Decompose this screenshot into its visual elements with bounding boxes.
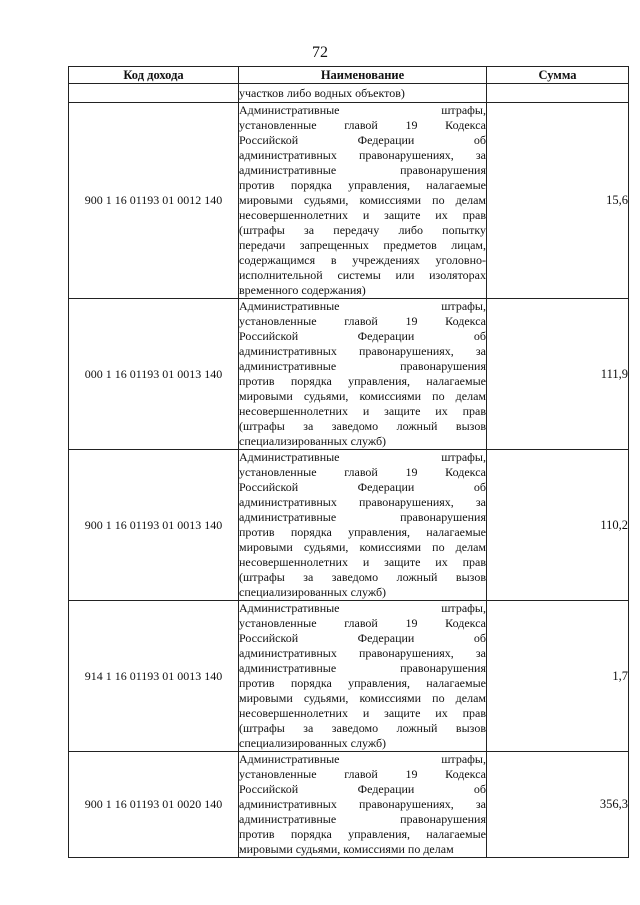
cell-name-line: против порядка управления, налагаемые [239, 374, 486, 388]
cell-name-line: передачи запрещенных предметов лицам, [239, 238, 486, 252]
cell-name-line: против порядка управления, налагаемые [239, 676, 486, 690]
cell-name-line: установленные главой 19 Кодекса [239, 465, 486, 479]
cell-name-line: установленные главой 19 Кодекса [239, 314, 486, 328]
column-header-name: Наименование [239, 67, 487, 84]
table-row [69, 103, 629, 299]
cell-code: 000 1 16 01193 01 0013 140 [69, 299, 239, 450]
cell-name-line: мировыми судьями, комиссиями по делам [239, 691, 486, 705]
cell-name-line: Административные штрафы, [239, 752, 486, 766]
cell-name-line: Российской Федерации об [239, 782, 486, 796]
cell-name-line: Российской Федерации об [239, 480, 486, 494]
cell-name-line: административных правонарушениях, за [239, 646, 486, 660]
cell-name [239, 103, 487, 299]
cell-name-line: административные правонарушения [239, 163, 486, 177]
cell-name-line: установленные главой 19 Кодекса [239, 767, 486, 781]
cell-name-line: установленные главой 19 Кодекса [239, 118, 486, 132]
cell-code [69, 84, 239, 103]
cell-name [239, 450, 487, 601]
cell-name-line: Административные штрафы, [239, 601, 486, 615]
column-header-sum: Сумма [487, 67, 629, 84]
cell-name-line: содержащимся в учреждениях уголовно- [239, 253, 486, 267]
cell-name [239, 752, 487, 858]
cell-name-line: несовершеннолетних и защите их прав [239, 706, 486, 720]
cell-name-line: мировыми судьями, комиссиями по делам [239, 540, 486, 554]
cell-name-line: Российской Федерации об [239, 631, 486, 645]
cell-sum: 110,2 [487, 450, 629, 601]
cell-name-line: административные правонарушения [239, 359, 486, 373]
cell-name-line: административных правонарушениях, за [239, 148, 486, 162]
table-row [69, 601, 629, 752]
cell-name [239, 299, 487, 450]
cell-name-line: Административные штрафы, [239, 299, 486, 313]
cell-name-line: административные правонарушения [239, 812, 486, 826]
cell-name-line: Российской Федерации об [239, 133, 486, 147]
column-header-code: Код дохода [69, 67, 239, 84]
cell-name-line: временного содержания) [239, 283, 366, 297]
table-header-row [69, 67, 629, 84]
cell-name-line: специализированных служб) [239, 434, 387, 448]
table-row [69, 299, 629, 450]
cell-name-line: административных правонарушениях, за [239, 344, 486, 358]
cell-name-line: установленные главой 19 Кодекса [239, 616, 486, 630]
cell-name-line: административные правонарушения [239, 510, 486, 524]
cell-name-line: Российской Федерации об [239, 329, 486, 343]
cell-name-line: несовершеннолетних и защите их прав [239, 404, 486, 418]
cell-code: 900 1 16 01193 01 0013 140 [69, 450, 239, 601]
cell-sum [487, 84, 629, 103]
table-row-continuation [69, 84, 629, 103]
cell-name-line: против порядка управления, налагаемые [239, 178, 486, 192]
table-row [69, 752, 629, 858]
cell-name-line: (штрафы за заведомо ложный вызов [239, 570, 486, 584]
cell-name-line: мировыми судьями, комиссиями по делам [239, 389, 486, 403]
cell-name-line: административные правонарушения [239, 661, 486, 675]
cell-name: участков либо водных объектов) [239, 84, 487, 103]
table-row [69, 450, 629, 601]
revenue-table [68, 66, 629, 858]
cell-name-line: (штрафы за заведомо ложный вызов [239, 419, 486, 433]
cell-name-line: (штрафы за заведомо ложный вызов [239, 721, 486, 735]
cell-name [239, 601, 487, 752]
cell-name-line: исполнительной системы или изоляторах [239, 268, 486, 282]
cell-code: 900 1 16 01193 01 0020 140 [69, 752, 239, 858]
cell-name-line: мировыми судьями, комиссиями по делам [239, 842, 454, 856]
cell-name-line: несовершеннолетних и защите их прав [239, 555, 486, 569]
cell-name-line: мировыми судьями, комиссиями по делам [239, 193, 486, 207]
cell-sum: 111,9 [487, 299, 629, 450]
cell-name-line: против порядка управления, налагаемые [239, 525, 486, 539]
cell-code: 914 1 16 01193 01 0013 140 [69, 601, 239, 752]
cell-code: 900 1 16 01193 01 0012 140 [69, 103, 239, 299]
cell-name-line: несовершеннолетних и защите их прав [239, 208, 486, 222]
cell-name-line: специализированных служб) [239, 736, 387, 750]
cell-name-line: против порядка управления, налагаемые [239, 827, 486, 841]
cell-name-line: Административные штрафы, [239, 103, 486, 117]
cell-name-line: специализированных служб) [239, 585, 387, 599]
cell-name-line: Административные штрафы, [239, 450, 486, 464]
cell-name-line: административных правонарушениях, за [239, 797, 486, 811]
cell-sum: 356,3 [487, 752, 629, 858]
cell-sum: 1,7 [487, 601, 629, 752]
page-number: 72 [312, 44, 328, 61]
cell-sum: 15,6 [487, 103, 629, 299]
cell-name-line: административных правонарушениях, за [239, 495, 486, 509]
cell-name-line: (штрафы за передачу либо попытку [239, 223, 486, 237]
